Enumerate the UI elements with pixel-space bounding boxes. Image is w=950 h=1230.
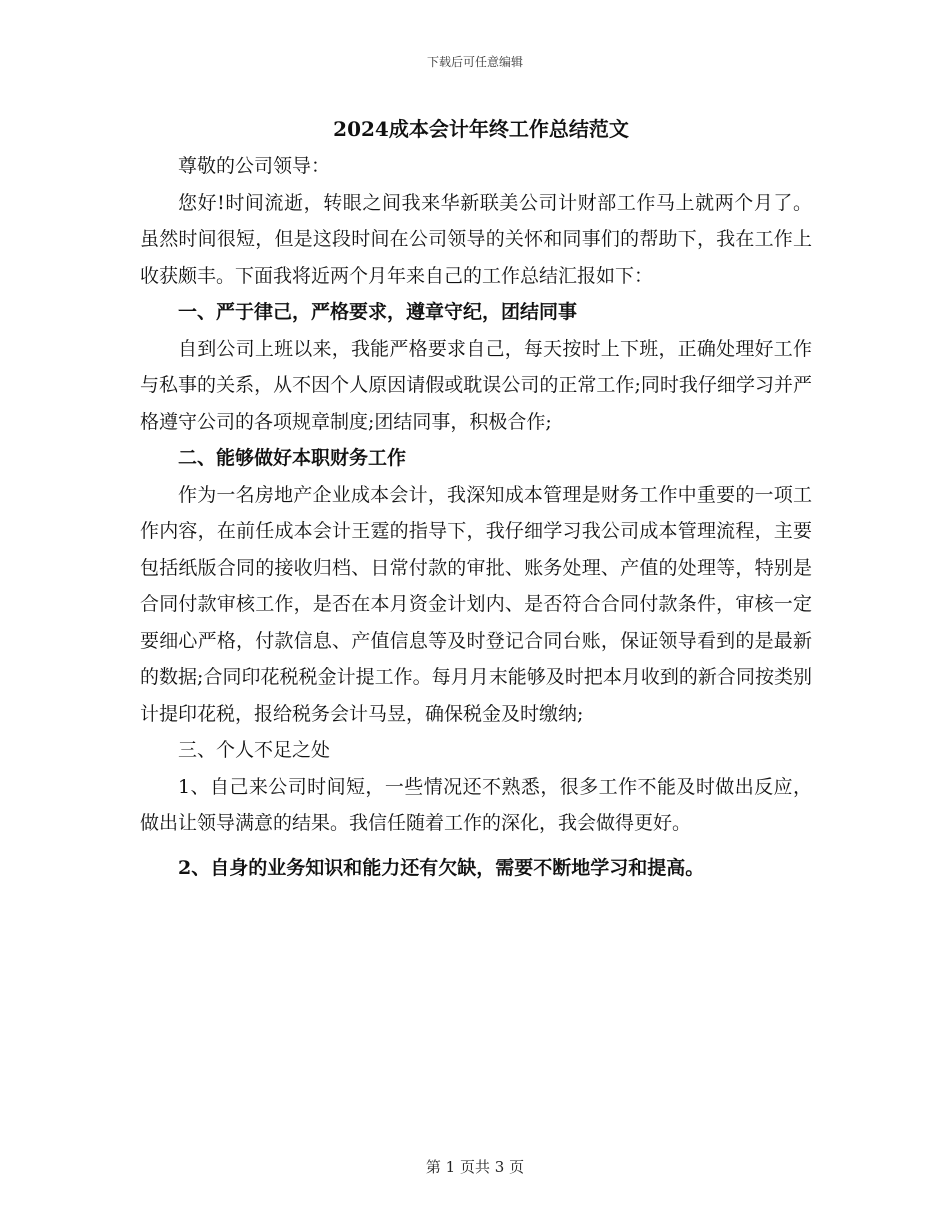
section-3-item-2: 2、自身的业务知识和能力还有欠缺，需要不断地学习和提高。: [178, 856, 705, 879]
header-note: 下载后可任意编辑: [426, 55, 523, 69]
page-number: 第 1 页共 3 页: [425, 1158, 525, 1176]
section-2-heading: 二、能够做好本职财务工作: [178, 447, 407, 469]
section-1-heading: 一、严于律己，严格要求，遵章守纪，团结同事: [178, 301, 578, 323]
section-2-body: 作为一名房地产企业成本会计，我深知成本管理是财务工作中重要的一项工作内容，在前任成本会计王霆的指导下，我仔细学习我公司成本管理流程，主要包括纸版合同的接收归档、日常付款的审批、账务处理、产值的处理等，特别是合同付款审核工作，是否在本月资金计划内、是否符合合同付款条件，审核一定要细心严格，付款信息、产值信息等及时登记合同台账，保证领导看到的是最新的数据;合同印花税税金计提工作。每月月末能够及时把本月收到的新合同按类别计提印花税，报给税务会计马昱，确保税金及时缴纳;: [140, 483, 812, 725]
document-title: 2024成本会计年终工作总结范文: [333, 117, 629, 141]
intro-paragraph: 您好!时间流逝，转眼之间我来华新联美公司计财部工作马上就两个月了。虽然时间很短，但是这段时间在公司领导的关怀和同事们的帮助下，我在工作上收获颇丰。下面我将近两个月年来自己的工作总结汇报如下：: [140, 191, 812, 287]
section-3-heading: 三、个人不足之处: [178, 739, 331, 761]
salutation: 尊敬的公司领导：: [178, 155, 331, 177]
document-body: [140, 112, 812, 886]
section-3-item-1: 1、自己来公司时间短，一些情况还不熟悉，很多工作不能及时做出反应，做出让领导满意的结果。我信任随着工作的深化，我会做得更好。: [140, 775, 812, 834]
section-1-body: 自到公司上班以来，我能严格要求自己，每天按时上下班，正确处理好工作与私事的关系，从不因个人原因请假或耽误公司的正常工作;同时我仔细学习并严格遵守公司的各项规章制度;团结同事，积极合作;: [140, 337, 812, 433]
